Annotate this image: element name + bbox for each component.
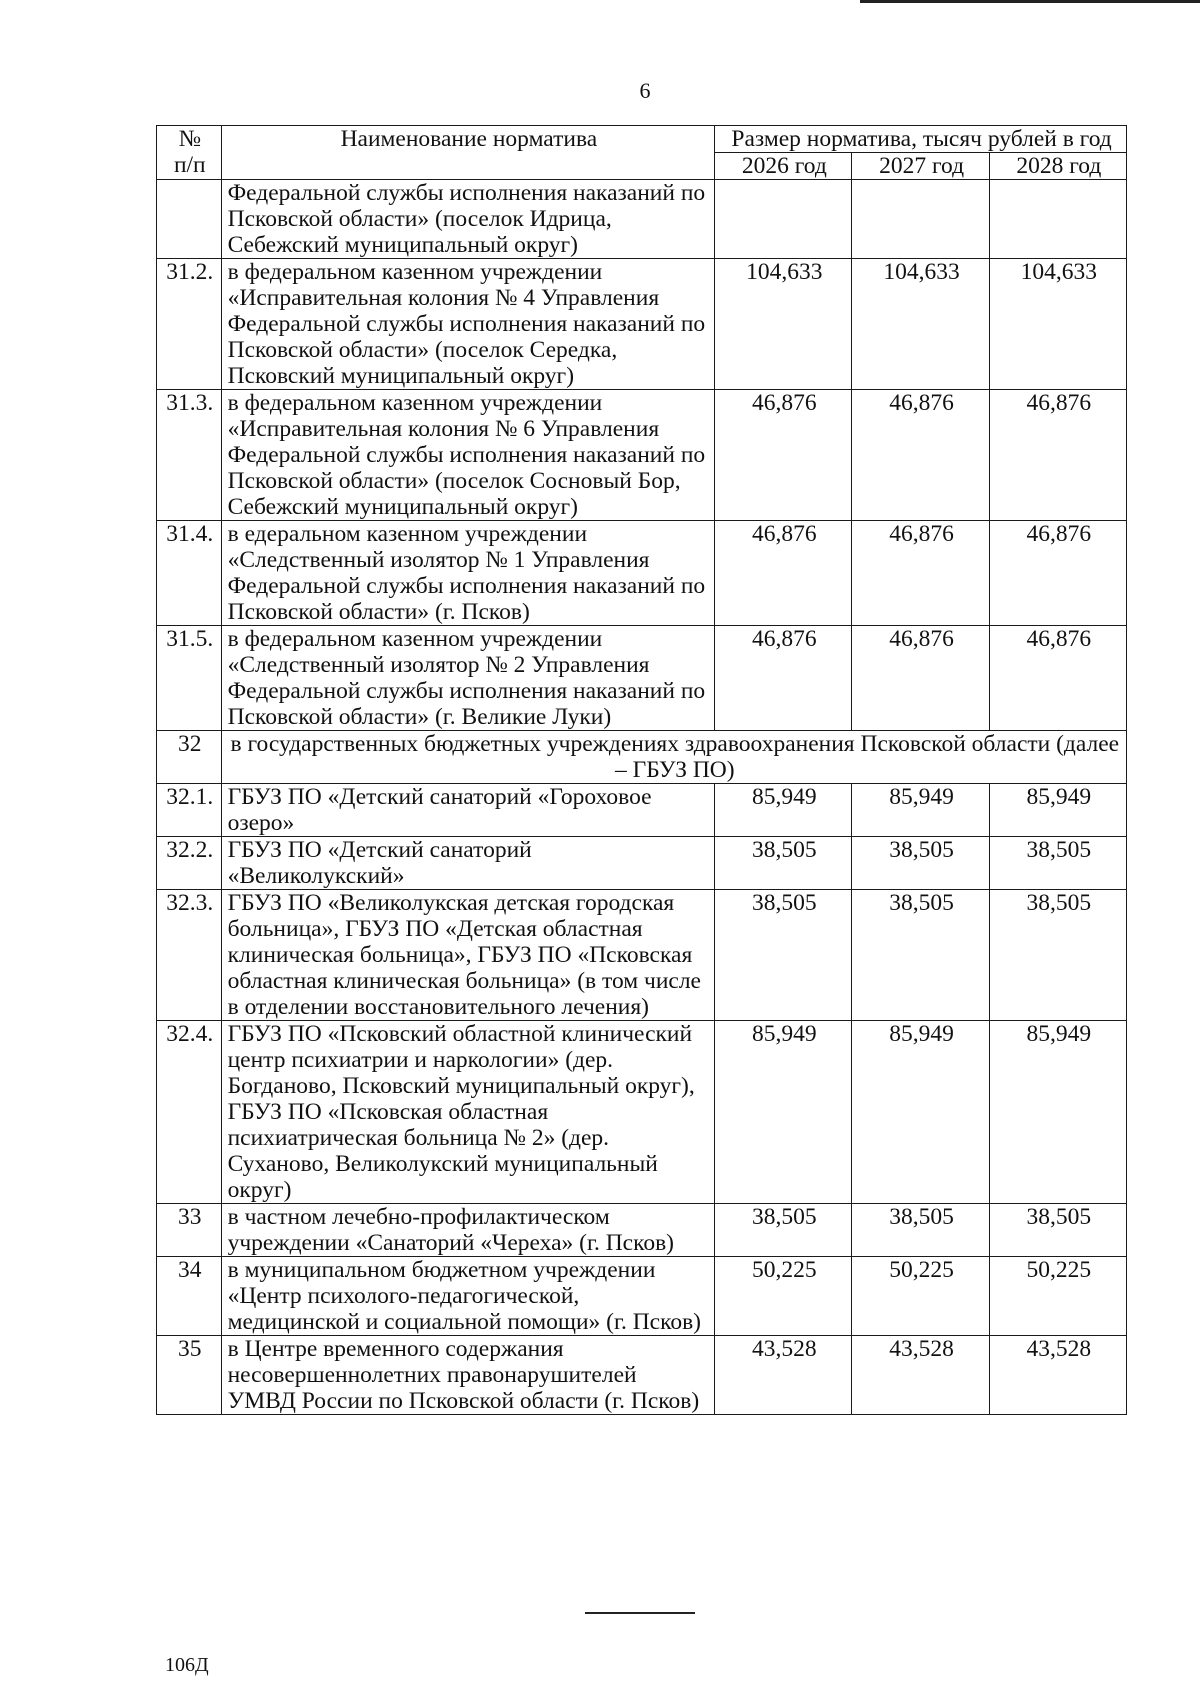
table-row (157, 626, 1127, 731)
row-num: 32.3. (157, 890, 222, 1021)
row-value-2027: 50,225 (852, 1257, 989, 1336)
row-value-2026: 46,876 (715, 626, 852, 731)
row-value-2028: 38,505 (989, 890, 1126, 1021)
row-value-2026: 104,633 (715, 259, 852, 390)
row-num: 32.4. (157, 1021, 222, 1204)
row-num (157, 180, 222, 259)
row-value-2027: 46,876 (852, 390, 989, 521)
table-row (157, 837, 1127, 890)
row-num: 32.2. (157, 837, 222, 890)
header-year-2027: 2027 год (852, 153, 989, 180)
row-num: 33 (157, 1204, 222, 1257)
table-row (157, 890, 1127, 1021)
table-row (157, 259, 1127, 390)
row-value-2028: 38,505 (989, 1204, 1126, 1257)
row-value-2028: 85,949 (989, 1021, 1126, 1204)
section-row (157, 731, 1127, 784)
page-number: 6 (639, 78, 651, 103)
row-num: 31.3. (157, 390, 222, 521)
row-value-2027: 85,949 (852, 784, 989, 837)
document-code: 106Д (165, 1654, 209, 1676)
row-value-2028: 50,225 (989, 1257, 1126, 1336)
header-year-2026: 2026 год (715, 153, 852, 180)
table-row (157, 1336, 1127, 1415)
row-name: в частном лечебно-профилактическом учреждении «Санаторий «Череха» (г. Псков) (221, 1204, 715, 1257)
row-value-2027: 38,505 (852, 837, 989, 890)
row-name: ГБУЗ ПО «Псковский областной клинический центр психиатрии и наркологии» (дер. Богданово, Псковский муниципальный округ), ГБУЗ ПО «Псковская областная психиатрическая больница № 2» (дер. Суханово, Великолукский муниципальный округ) (221, 1021, 715, 1204)
row-value-2027: 104,633 (852, 259, 989, 390)
row-value-2027: 85,949 (852, 1021, 989, 1204)
row-value-2026 (715, 180, 852, 259)
table-row (157, 784, 1127, 837)
row-name: в едеральном казенном учреждении «Следственный изолятор № 1 Управления Федеральной службы исполнения наказаний по Псковской области» (г. Псков) (221, 521, 715, 626)
row-name: в муниципальном бюджетном учреждении «Центр психолого-педагогической, медицинской и социальной помощи» (г. Псков) (221, 1257, 715, 1336)
table-row (157, 180, 1127, 259)
row-value-2026: 38,505 (715, 837, 852, 890)
row-value-2028: 104,633 (989, 259, 1126, 390)
row-value-2026: 38,505 (715, 890, 852, 1021)
header-row-1 (157, 126, 1127, 153)
row-value-2027: 38,505 (852, 1204, 989, 1257)
row-name: Федеральной службы исполнения наказаний по Псковской области» (поселок Идрица, Себежский муниципальный округ) (221, 180, 715, 259)
row-num: 32.1. (157, 784, 222, 837)
top-edge-rule (860, 0, 1200, 3)
row-value-2026: 43,528 (715, 1336, 852, 1415)
row-num: 31.2. (157, 259, 222, 390)
header-size: Размер норматива, тысяч рублей в год (715, 126, 1127, 153)
footer-rule (585, 1612, 695, 1614)
section-title: в государственных бюджетных учреждениях здравоохранения Псковской области (далее – ГБУЗ ПО) (221, 731, 1126, 784)
row-value-2028: 85,949 (989, 784, 1126, 837)
row-value-2027: 46,876 (852, 521, 989, 626)
row-name: ГБУЗ ПО «Великолукская детская городская больница», ГБУЗ ПО «Детская областная клиническая больница», ГБУЗ ПО «Псковская областная клиническая больница» (в том числе в отделении восстановительного лечения) (221, 890, 715, 1021)
row-value-2028: 46,876 (989, 521, 1126, 626)
row-name: в Центре временного содержания несовершеннолетних правонарушителей УМВД России по Псковской области (г. Псков) (221, 1336, 715, 1415)
row-value-2026: 46,876 (715, 521, 852, 626)
header-num-label: № п/п (173, 126, 206, 178)
table-row (157, 1021, 1127, 1204)
header-name: Наименование норматива (221, 126, 715, 180)
row-num: 34 (157, 1257, 222, 1336)
row-value-2027: 43,528 (852, 1336, 989, 1415)
row-value-2026: 50,225 (715, 1257, 852, 1336)
row-name: в федеральном казенном учреждении «Исправительная колония № 4 Управления Федеральной службы исполнения наказаний по Псковской области» (поселок Середка, Псковский муниципальный округ) (221, 259, 715, 390)
header-year-2028: 2028 год (989, 153, 1126, 180)
row-value-2028 (989, 180, 1126, 259)
row-value-2028: 38,505 (989, 837, 1126, 890)
row-value-2026: 38,505 (715, 1204, 852, 1257)
row-num: 31.5. (157, 626, 222, 731)
row-value-2027: 38,505 (852, 890, 989, 1021)
row-value-2028: 46,876 (989, 390, 1126, 521)
table-row (157, 1204, 1127, 1257)
row-value-2028: 43,528 (989, 1336, 1126, 1415)
row-value-2026: 85,949 (715, 1021, 852, 1204)
row-value-2027: 46,876 (852, 626, 989, 731)
normative-table (156, 125, 1127, 1415)
row-name: ГБУЗ ПО «Детский санаторий «Великолукский» (221, 837, 715, 890)
row-num: 35 (157, 1336, 222, 1415)
table-row (157, 521, 1127, 626)
table-row (157, 390, 1127, 521)
row-value-2027 (852, 180, 989, 259)
table-row (157, 1257, 1127, 1336)
row-value-2026: 46,876 (715, 390, 852, 521)
row-name: ГБУЗ ПО «Детский санаторий «Гороховое озеро» (221, 784, 715, 837)
row-name: в федеральном казенном учреждении «Следственный изолятор № 2 Управления Федеральной службы исполнения наказаний по Псковской области» (г. Великие Луки) (221, 626, 715, 731)
section-num: 32 (157, 731, 222, 784)
row-value-2026: 85,949 (715, 784, 852, 837)
row-name: в федеральном казенном учреждении «Исправительная колония № 6 Управления Федеральной службы исполнения наказаний по Псковской области» (поселок Сосновый Бор, Себежский муниципальный округ) (221, 390, 715, 521)
header-num (157, 126, 222, 180)
row-num: 31.4. (157, 521, 222, 626)
row-value-2028: 46,876 (989, 626, 1126, 731)
